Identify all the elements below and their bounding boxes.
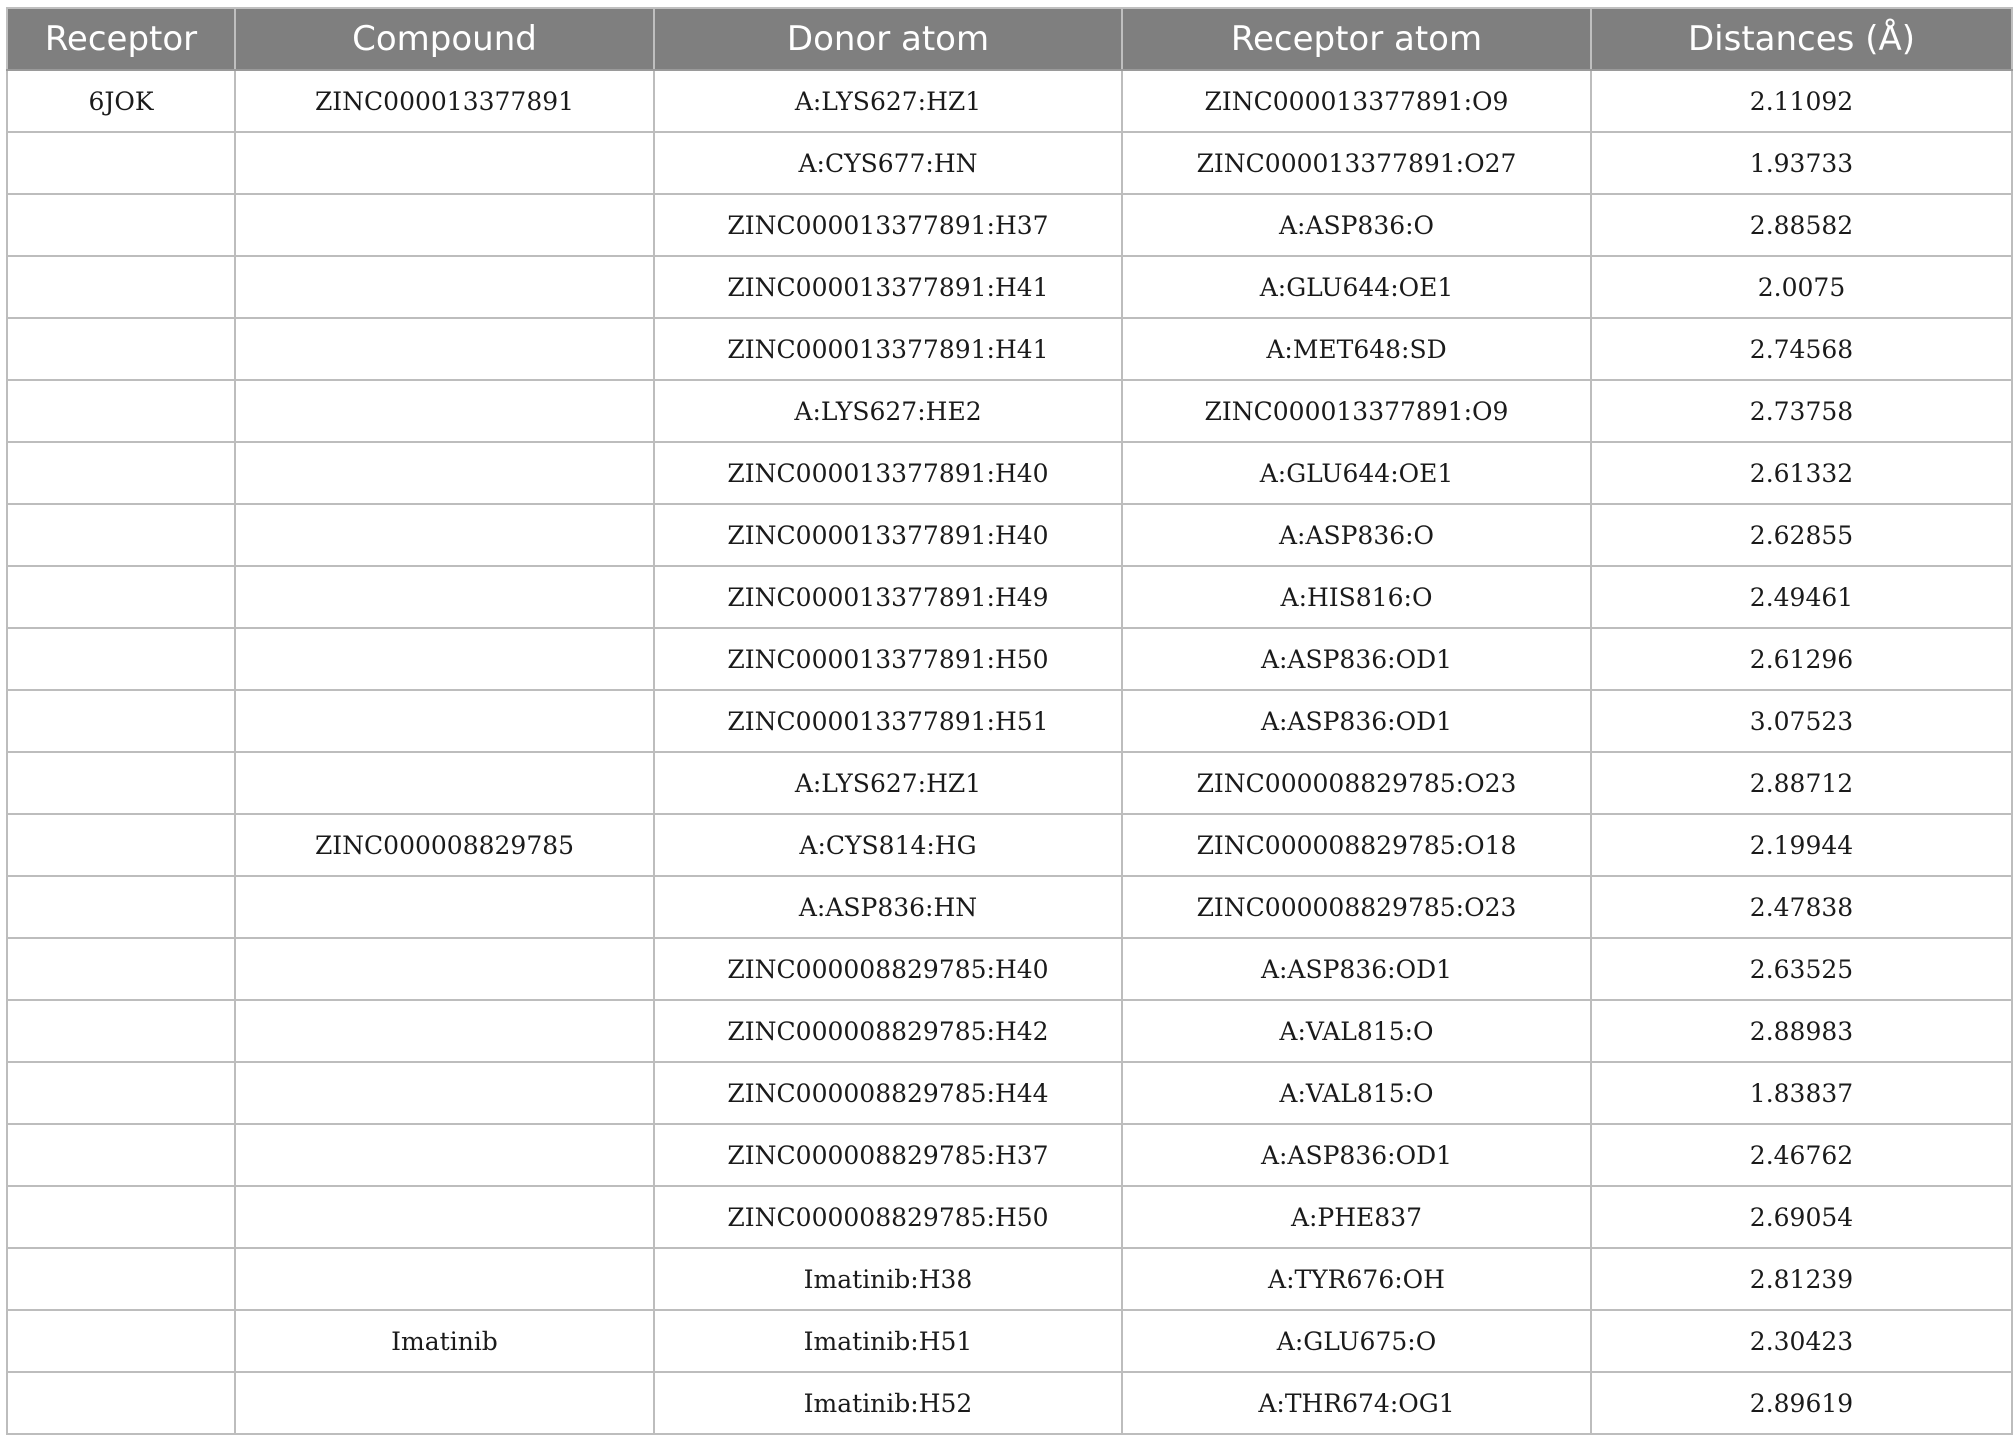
receptor-cell: [7, 1062, 235, 1124]
compound-cell: [235, 1372, 654, 1434]
donor-atom-cell: A:LYS627:HZ1: [654, 752, 1122, 814]
donor-atom-cell: ZINC000008829785:H44: [654, 1062, 1122, 1124]
receptor-atom-cell: A:TYR676:OH: [1122, 1248, 1591, 1310]
compound-cell: [235, 566, 654, 628]
table-row: [7, 1248, 2012, 1310]
distance-cell: 2.30423: [1591, 1310, 2012, 1372]
receptor-cell: [7, 442, 235, 504]
donor-atom-cell: Imatinib:H38: [654, 1248, 1122, 1310]
distance-cell: 2.61296: [1591, 628, 2012, 690]
table-row: [7, 318, 2012, 380]
receptor-atom-cell: A:VAL815:O: [1122, 1000, 1591, 1062]
distance-cell: 2.61332: [1591, 442, 2012, 504]
receptor-atom-cell: A:GLU644:OE1: [1122, 442, 1591, 504]
compound-cell: [235, 876, 654, 938]
donor-atom-cell: ZINC000008829785:H40: [654, 938, 1122, 1000]
table-row: [7, 876, 2012, 938]
donor-atom-cell: ZINC000013377891:H40: [654, 442, 1122, 504]
table-row: [7, 1000, 2012, 1062]
table-row: [7, 194, 2012, 256]
receptor-atom-cell: A:ASP836:OD1: [1122, 628, 1591, 690]
receptor-atom-cell: A:GLU675:O: [1122, 1310, 1591, 1372]
header-donor-atom: Donor atom: [654, 8, 1122, 70]
receptor-atom-cell: A:MET648:SD: [1122, 318, 1591, 380]
donor-atom-cell: ZINC000013377891:H50: [654, 628, 1122, 690]
table-body: [7, 70, 2012, 1434]
table-row: [7, 752, 2012, 814]
header-compound: Compound: [235, 8, 654, 70]
receptor-atom-cell: A:ASP836:OD1: [1122, 938, 1591, 1000]
donor-atom-cell: ZINC000008829785:H50: [654, 1186, 1122, 1248]
table-row: [7, 442, 2012, 504]
header-row: [7, 8, 2012, 70]
receptor-atom-cell: A:ASP836:O: [1122, 194, 1591, 256]
receptor-cell: 6JOK: [7, 70, 235, 132]
donor-atom-cell: ZINC000013377891:H49: [654, 566, 1122, 628]
distance-cell: 2.74568: [1591, 318, 2012, 380]
donor-atom-cell: Imatinib:H52: [654, 1372, 1122, 1434]
receptor-atom-cell: A:HIS816:O: [1122, 566, 1591, 628]
table-row: [7, 938, 2012, 1000]
compound-cell: [235, 256, 654, 318]
receptor-cell: [7, 1248, 235, 1310]
distance-cell: 2.0075: [1591, 256, 2012, 318]
distance-cell: 2.47838: [1591, 876, 2012, 938]
donor-atom-cell: A:LYS627:HZ1: [654, 70, 1122, 132]
receptor-cell: [7, 1372, 235, 1434]
compound-cell: [235, 690, 654, 752]
receptor-atom-cell: A:GLU644:OE1: [1122, 256, 1591, 318]
receptor-cell: [7, 938, 235, 1000]
receptor-atom-cell: ZINC000013377891:O9: [1122, 70, 1591, 132]
table-row: [7, 380, 2012, 442]
distance-cell: 2.49461: [1591, 566, 2012, 628]
header-receptor: Receptor: [7, 8, 235, 70]
compound-cell: [235, 380, 654, 442]
compound-cell: ZINC000008829785: [235, 814, 654, 876]
donor-atom-cell: A:ASP836:HN: [654, 876, 1122, 938]
receptor-atom-cell: ZINC000008829785:O23: [1122, 752, 1591, 814]
distance-cell: 3.07523: [1591, 690, 2012, 752]
table-row: [7, 814, 2012, 876]
receptor-cell: [7, 1186, 235, 1248]
distance-cell: 2.63525: [1591, 938, 2012, 1000]
table-row: [7, 628, 2012, 690]
distance-cell: 2.89619: [1591, 1372, 2012, 1434]
donor-atom-cell: ZINC000013377891:H40: [654, 504, 1122, 566]
table-row: [7, 1186, 2012, 1248]
table-row: [7, 1310, 2012, 1372]
table-row: [7, 1124, 2012, 1186]
table-row: [7, 70, 2012, 132]
donor-atom-cell: A:CYS677:HN: [654, 132, 1122, 194]
compound-cell: Imatinib: [235, 1310, 654, 1372]
donor-atom-cell: ZINC000013377891:H37: [654, 194, 1122, 256]
header-receptor-atom: Receptor atom: [1122, 8, 1591, 70]
donor-atom-cell: A:CYS814:HG: [654, 814, 1122, 876]
distance-cell: 2.88983: [1591, 1000, 2012, 1062]
receptor-cell: [7, 752, 235, 814]
compound-cell: [235, 1124, 654, 1186]
distance-cell: 2.73758: [1591, 380, 2012, 442]
donor-atom-cell: A:LYS627:HE2: [654, 380, 1122, 442]
receptor-cell: [7, 1310, 235, 1372]
compound-cell: [235, 132, 654, 194]
receptor-cell: [7, 194, 235, 256]
compound-cell: [235, 504, 654, 566]
header-distances: Distances (Å): [1591, 8, 2012, 70]
compound-cell: [235, 938, 654, 1000]
table-row: [7, 690, 2012, 752]
receptor-cell: [7, 1000, 235, 1062]
hydrogen-bond-table: [6, 7, 2013, 1435]
distance-cell: 2.88712: [1591, 752, 2012, 814]
distance-cell: 1.93733: [1591, 132, 2012, 194]
donor-atom-cell: ZINC000013377891:H41: [654, 318, 1122, 380]
table-row: [7, 1372, 2012, 1434]
table-row: [7, 566, 2012, 628]
receptor-atom-cell: A:ASP836:OD1: [1122, 690, 1591, 752]
compound-cell: [235, 628, 654, 690]
compound-cell: [235, 1248, 654, 1310]
receptor-cell: [7, 132, 235, 194]
distance-cell: 2.11092: [1591, 70, 2012, 132]
receptor-atom-cell: A:ASP836:OD1: [1122, 1124, 1591, 1186]
receptor-atom-cell: ZINC000013377891:O27: [1122, 132, 1591, 194]
receptor-atom-cell: A:PHE837: [1122, 1186, 1591, 1248]
table-row: [7, 1062, 2012, 1124]
compound-cell: [235, 1186, 654, 1248]
receptor-cell: [7, 566, 235, 628]
distance-cell: 2.46762: [1591, 1124, 2012, 1186]
receptor-cell: [7, 628, 235, 690]
donor-atom-cell: ZINC000013377891:H51: [654, 690, 1122, 752]
donor-atom-cell: ZINC000008829785:H42: [654, 1000, 1122, 1062]
compound-cell: [235, 318, 654, 380]
receptor-atom-cell: ZINC000013377891:O9: [1122, 380, 1591, 442]
receptor-cell: [7, 876, 235, 938]
table-row: [7, 256, 2012, 318]
compound-cell: [235, 442, 654, 504]
receptor-cell: [7, 814, 235, 876]
distance-cell: 1.83837: [1591, 1062, 2012, 1124]
compound-cell: [235, 752, 654, 814]
donor-atom-cell: ZINC000008829785:H37: [654, 1124, 1122, 1186]
receptor-atom-cell: A:THR674:OG1: [1122, 1372, 1591, 1434]
receptor-atom-cell: ZINC000008829785:O23: [1122, 876, 1591, 938]
receptor-atom-cell: ZINC000008829785:O18: [1122, 814, 1591, 876]
donor-atom-cell: Imatinib:H51: [654, 1310, 1122, 1372]
receptor-atom-cell: A:VAL815:O: [1122, 1062, 1591, 1124]
receptor-cell: [7, 380, 235, 442]
donor-atom-cell: ZINC000013377891:H41: [654, 256, 1122, 318]
distance-cell: 2.19944: [1591, 814, 2012, 876]
compound-cell: [235, 1000, 654, 1062]
receptor-cell: [7, 1124, 235, 1186]
distance-cell: 2.88582: [1591, 194, 2012, 256]
receptor-cell: [7, 256, 235, 318]
receptor-cell: [7, 504, 235, 566]
distance-cell: 2.81239: [1591, 1248, 2012, 1310]
distance-cell: 2.62855: [1591, 504, 2012, 566]
receptor-cell: [7, 690, 235, 752]
distance-cell: 2.69054: [1591, 1186, 2012, 1248]
table-row: [7, 504, 2012, 566]
table-row: [7, 132, 2012, 194]
compound-cell: ZINC000013377891: [235, 70, 654, 132]
receptor-cell: [7, 318, 235, 380]
receptor-atom-cell: A:ASP836:O: [1122, 504, 1591, 566]
compound-cell: [235, 1062, 654, 1124]
compound-cell: [235, 194, 654, 256]
